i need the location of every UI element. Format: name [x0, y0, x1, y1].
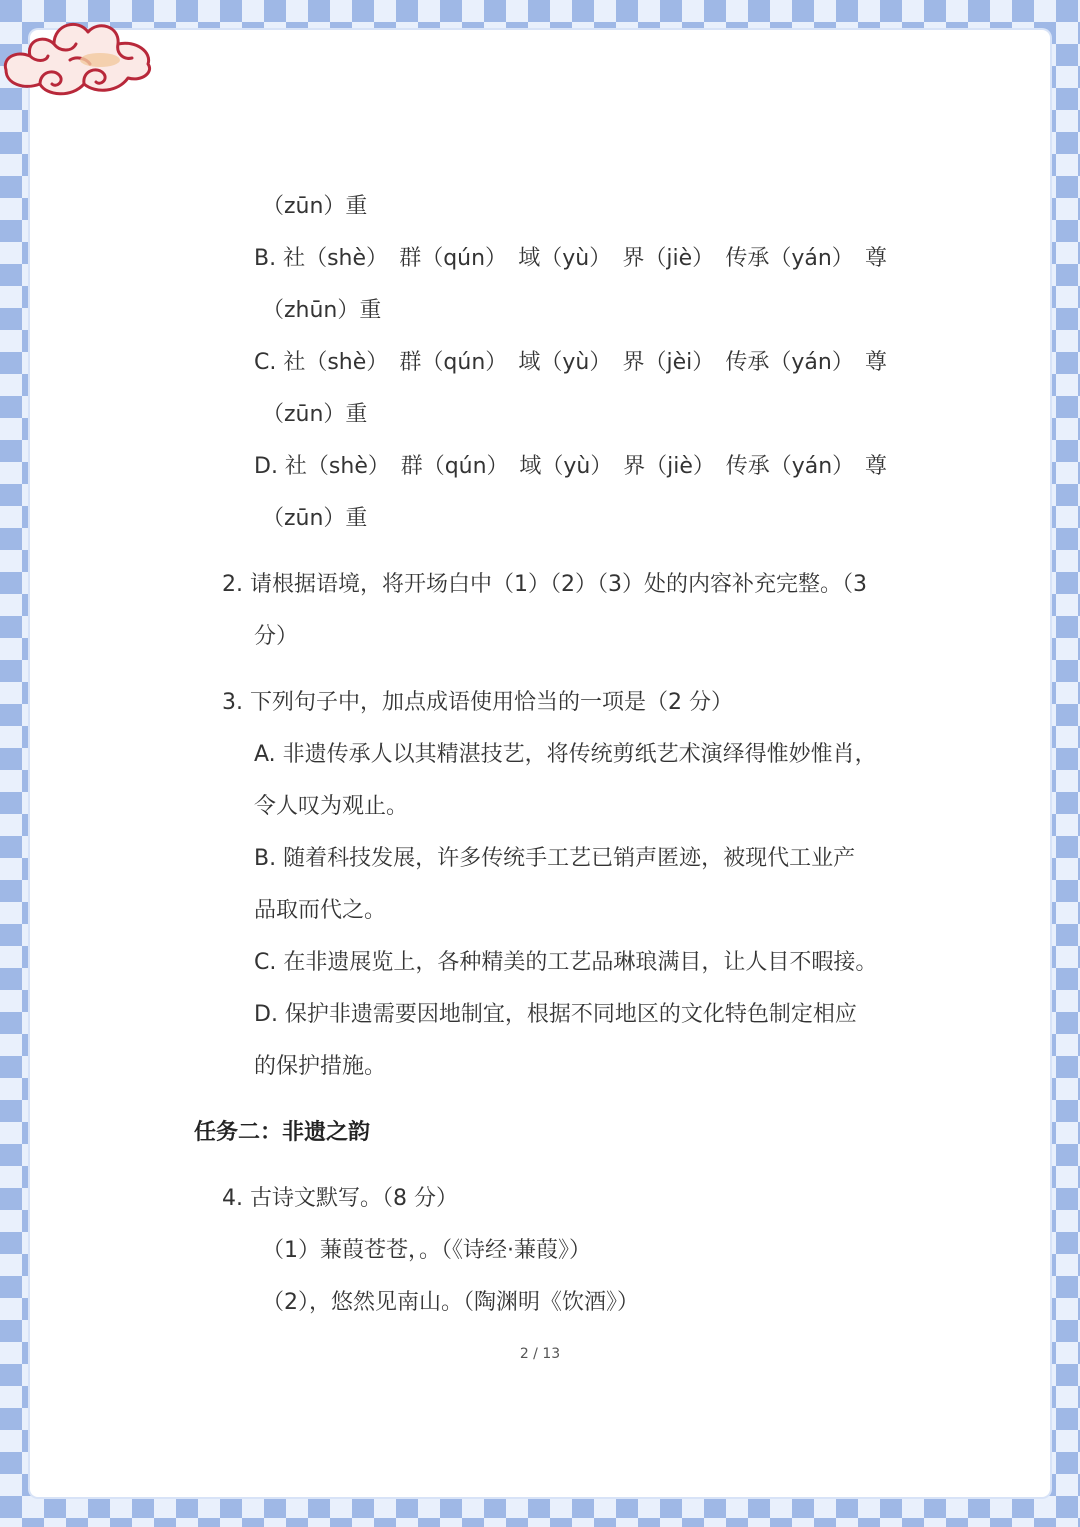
q3-option-a: A. 非遗传承人以其精湛技艺，将传统剪纸艺术演绎得惟妙惟肖， — [254, 742, 877, 767]
option-c-part: 界（jèi） — [622, 350, 715, 375]
q3-option-a-continued: 令人叹为观止。 — [254, 794, 409, 819]
option-d-part: 界（jiè） — [623, 454, 715, 479]
q1-option-d — [254, 452, 887, 482]
option-c-part: 尊 — [864, 350, 887, 375]
q3-option-c: C. 在非遗展览上，各种精美的工艺品琳琅满目，让人目不暇接。 — [254, 950, 878, 975]
option-c-part: 域（yù） — [518, 350, 612, 375]
option-c-part: 传承（yán） — [725, 350, 854, 375]
option-b-part: 域（yù） — [518, 246, 612, 271]
q3-option-b: B. 随着科技发展，许多传统手工艺已销声匿迹，被现代工业产 — [254, 846, 856, 871]
option-b-part: 传承（yán） — [725, 246, 854, 271]
q3-stem: 3. 下列句子中，加点成语使用恰当的一项是（2 分） — [222, 690, 733, 715]
option-b-part: B. 社（shè） — [254, 246, 389, 271]
q3-option-d: D. 保护非遗需要因地制宜，根据不同地区的文化特色制定相应 — [254, 1002, 857, 1027]
q2-stem-continued: 分） — [254, 624, 299, 649]
page-number: 2 / 13 — [519, 1346, 561, 1362]
q4-item-2: （2），悠然见南山。（陶渊明《饮酒》） — [262, 1290, 639, 1315]
q1-option-a-tail: （zūn）重 — [262, 194, 368, 219]
option-b-part: 群（qún） — [399, 246, 508, 271]
q1-option-b-tail: （zhūn）重 — [262, 298, 382, 323]
option-d-part: 传承（yán） — [725, 454, 855, 479]
q1-option-d-tail: （zūn）重 — [262, 506, 368, 531]
q1-option-c — [254, 348, 887, 378]
option-d-part: 群（qún） — [400, 454, 509, 479]
auspicious-cloud-icon — [0, 0, 160, 110]
q4-stem: 4. 古诗文默写。（8 分） — [222, 1186, 458, 1211]
option-d-part: D. 社（shè） — [254, 454, 390, 479]
option-d-part: 尊 — [864, 454, 887, 479]
q4-item-1: （1）蒹葭苍苍，。（《诗经·蒹葭》） — [262, 1238, 591, 1263]
q3-option-d-continued: 的保护措施。 — [254, 1054, 387, 1079]
q3-option-b-continued: 品取而代之。 — [254, 898, 387, 923]
option-d-part: 域（yù） — [519, 454, 613, 479]
q2-stem: 2. 请根据语境，将开场白中（1）（2）（3）处的内容补充完整。（3 — [222, 572, 867, 597]
option-c-part: C. 社（shè） — [254, 350, 389, 375]
option-c-part: 群（qún） — [399, 350, 508, 375]
option-b-part: 界（jiè） — [622, 246, 715, 271]
q1-option-c-tail: （zūn）重 — [262, 402, 368, 427]
q1-option-b — [254, 244, 887, 274]
section-heading: 任务二：非遗之韵 — [194, 1120, 371, 1145]
option-b-part: 尊 — [864, 246, 887, 271]
